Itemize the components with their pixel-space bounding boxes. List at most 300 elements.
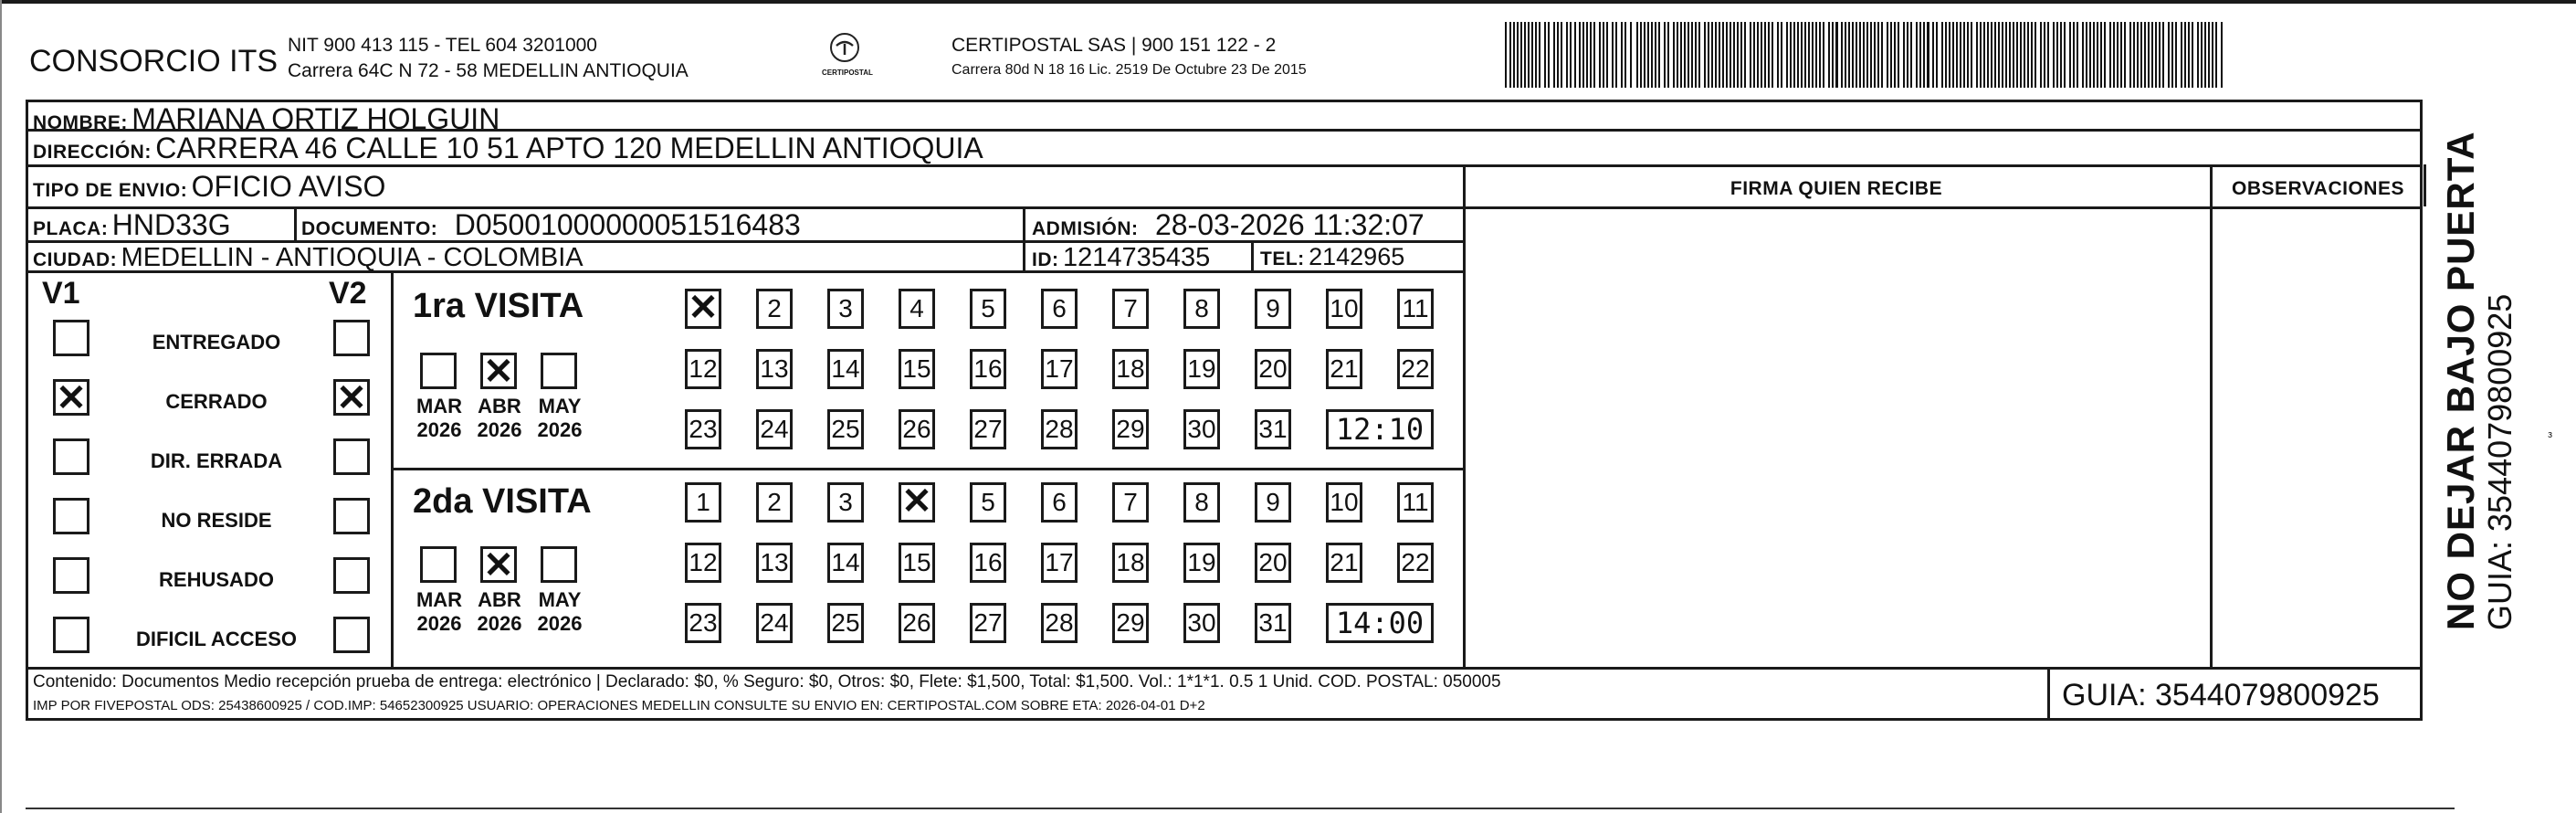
month-label xyxy=(473,395,526,442)
barcode-bar xyxy=(1704,22,1706,88)
barcode-bar xyxy=(2151,22,2153,88)
month-checkbox[interactable] xyxy=(480,546,517,583)
barcode-bar xyxy=(1528,22,1530,88)
id-row xyxy=(1032,243,1210,273)
barcode-bar xyxy=(2002,22,2003,88)
barcode-bar xyxy=(1680,22,1682,88)
barcode-bar xyxy=(2133,22,2135,88)
barcode-bar xyxy=(2204,22,2206,88)
barcode-bar xyxy=(1708,22,1709,88)
barcode xyxy=(1505,22,2235,88)
day-box[interactable]: 14 xyxy=(827,543,864,583)
visit2-title: 2da VISITA xyxy=(413,482,592,521)
month-name: MAR xyxy=(415,395,463,417)
barcode-bar xyxy=(2005,22,2007,88)
barcode-bar xyxy=(2215,22,2217,88)
barcode-bar xyxy=(1960,22,1961,88)
barcode-bar xyxy=(2188,22,2190,88)
month-checkbox[interactable] xyxy=(480,353,517,389)
placa-label: PLACA: xyxy=(33,218,109,239)
status-v2-checkbox[interactable] xyxy=(333,617,370,653)
side-warning: NO DEJAR BAJO PUERTA xyxy=(2439,131,2482,630)
barcode-bar xyxy=(2082,22,2084,88)
barcode-bar xyxy=(1647,22,1649,88)
day-box[interactable]: 26 xyxy=(899,603,935,643)
barcode-bar xyxy=(1768,22,1770,88)
barcode-bar xyxy=(2109,22,2111,88)
day-box[interactable]: 12 xyxy=(685,349,721,389)
day-box[interactable]: 29 xyxy=(1112,603,1149,643)
day-box[interactable]: 28 xyxy=(1041,409,1078,449)
day-box[interactable]: 14 xyxy=(827,349,864,389)
barcode-bar xyxy=(1903,22,1905,88)
month-year: 2026 xyxy=(537,418,583,441)
barcode-bar xyxy=(2104,22,2106,88)
barcode-bar xyxy=(1804,22,1806,88)
day-box[interactable]: 31 xyxy=(1255,603,1291,643)
barcode-bar xyxy=(1691,22,1693,88)
month-label xyxy=(533,588,586,636)
status-v1-checkbox[interactable] xyxy=(53,438,89,475)
barcode-bar xyxy=(2020,22,2022,88)
day-box[interactable]: 17 xyxy=(1041,349,1078,389)
day-box[interactable]: 20 xyxy=(1255,349,1291,389)
month-year: 2026 xyxy=(416,418,462,441)
courier-logo-text: CERTIPOSTAL xyxy=(822,69,873,77)
barcode-bar xyxy=(1761,22,1762,88)
barcode-bar xyxy=(2086,22,2087,88)
barcode-bar xyxy=(1952,22,1954,88)
day-box[interactable]: 16 xyxy=(970,349,1006,389)
barcode-bar xyxy=(1819,22,1821,88)
side-vertical-block xyxy=(2440,119,2518,630)
barcode-bar xyxy=(1764,22,1766,88)
tel-row xyxy=(1260,243,1404,271)
barcode-bar xyxy=(1907,22,1908,88)
barcode-bar xyxy=(1910,22,1912,88)
tipo-row xyxy=(33,170,385,204)
day-box[interactable]: 5 xyxy=(970,289,1006,329)
barcode-bar xyxy=(1797,22,1799,88)
id-label: ID: xyxy=(1032,249,1059,270)
barcode-bar xyxy=(1801,22,1803,88)
barcode-bar xyxy=(2208,22,2210,88)
barcode-bar xyxy=(1590,22,1592,88)
barcode-bar xyxy=(1566,22,1568,88)
barcode-bar xyxy=(1673,22,1675,88)
day-box[interactable]: 18 xyxy=(1112,349,1149,389)
day-box[interactable]: 2 xyxy=(756,482,793,523)
barcode-bar xyxy=(1941,22,1943,88)
barcode-bar xyxy=(1956,22,1958,88)
day-box[interactable]: 11 xyxy=(1397,482,1434,523)
day-box[interactable]: 25 xyxy=(827,409,864,449)
day-box[interactable]: 9 xyxy=(1255,289,1291,329)
day-box[interactable]: 6 xyxy=(1041,289,1078,329)
day-box[interactable]: 4 xyxy=(899,289,935,329)
status-label: CERRADO xyxy=(165,390,268,413)
day-box[interactable]: 20 xyxy=(1255,543,1291,583)
day-box[interactable]: 5 xyxy=(970,482,1006,523)
visit-time-box[interactable]: 12:10 xyxy=(1326,409,1434,449)
barcode-bar xyxy=(2009,22,2011,88)
observaciones-header: OBSERVACIONES xyxy=(2232,178,2404,199)
barcode-bar xyxy=(2100,22,2102,88)
day-box[interactable]: 22 xyxy=(1397,543,1434,583)
day-box[interactable]: 31 xyxy=(1255,409,1291,449)
barcode-bar xyxy=(1927,22,1929,88)
barcode-bar xyxy=(1524,22,1526,88)
status-label: REHUSADO xyxy=(159,568,274,591)
barcode-bar xyxy=(1544,22,1546,88)
placa-row xyxy=(33,208,231,242)
direccion-row xyxy=(33,132,983,165)
col-line xyxy=(294,206,297,240)
barcode-bar xyxy=(1603,22,1604,88)
barcode-bar xyxy=(1658,22,1660,88)
barcode-bar xyxy=(2064,22,2066,88)
ciudad-label: CIUDAD: xyxy=(33,249,118,270)
barcode-bar xyxy=(1570,22,1572,88)
barcode-bar xyxy=(2117,22,2119,88)
barcode-bar xyxy=(2069,22,2071,88)
day-box[interactable]: 6 xyxy=(1041,482,1078,523)
day-box[interactable]: 25 xyxy=(827,603,864,643)
tipo-label: TIPO DE ENVIO: xyxy=(33,180,188,201)
barcode-bar xyxy=(1688,22,1689,88)
barcode-bar xyxy=(1667,22,1669,88)
v1-label: V1 xyxy=(42,276,80,311)
side-guia: GUIA: 3544079800925 xyxy=(2481,293,2518,630)
barcode-bar xyxy=(1612,22,1614,88)
courier-license: Carrera 80d N 18 16 Lic. 2519 De Octubre 23 De 2015 xyxy=(952,62,1307,78)
barcode-bar xyxy=(1987,22,1989,88)
month-name: ABR xyxy=(478,588,521,611)
barcode-bar xyxy=(2212,22,2213,88)
tel-label: TEL: xyxy=(1260,248,1305,269)
day-box[interactable]: 10 xyxy=(1326,482,1362,523)
barcode-bar xyxy=(1845,22,1846,88)
firma-header: FIRMA QUIEN RECIBE xyxy=(1730,178,1943,199)
barcode-bar xyxy=(2175,22,2177,88)
status-v1-checkbox[interactable] xyxy=(53,498,89,534)
col-line xyxy=(2210,164,2213,669)
day-box[interactable]: 19 xyxy=(1183,349,1220,389)
nombre-value: MARIANA ORTIZ HOLGUIN xyxy=(131,102,500,135)
day-box[interactable]: 21 xyxy=(1326,349,1362,389)
ciudad-row xyxy=(33,243,584,273)
left-edge-line xyxy=(0,0,2,813)
barcode-bar xyxy=(2181,22,2182,88)
status-v2-checkbox[interactable] xyxy=(333,379,370,416)
barcode-bar xyxy=(1557,22,1559,88)
barcode-bar xyxy=(1923,22,1925,88)
barcode-bar xyxy=(1881,22,1883,88)
barcode-bar xyxy=(1936,22,1938,88)
barcode-bar xyxy=(2024,22,2025,88)
barcode-bar xyxy=(1823,22,1824,88)
barcode-bar xyxy=(1593,22,1595,88)
barcode-bar xyxy=(1606,22,1608,88)
barcode-bar xyxy=(1711,22,1713,88)
day-box[interactable]: 8 xyxy=(1183,482,1220,523)
courier-logo-icon xyxy=(828,31,861,64)
barcode-bar xyxy=(1695,22,1697,88)
barcode-bar xyxy=(1753,22,1755,88)
barcode-bar xyxy=(1553,22,1555,88)
month-name: MAR xyxy=(415,588,463,611)
barcode-bar xyxy=(1980,22,1982,88)
col-line xyxy=(1251,240,1254,270)
barcode-bar xyxy=(1757,22,1759,88)
day-box[interactable]: 3 xyxy=(827,482,864,523)
month-label xyxy=(413,395,466,442)
status-v1-checkbox[interactable] xyxy=(53,617,89,653)
month-label xyxy=(533,395,586,442)
barcode-bar xyxy=(1698,22,1700,88)
barcode-bar xyxy=(2171,22,2173,88)
day-box[interactable]: 26 xyxy=(899,409,935,449)
barcode-bar xyxy=(1976,22,1978,88)
barcode-bar xyxy=(1967,22,1969,88)
courier-logo xyxy=(822,31,873,77)
barcode-bar xyxy=(2053,22,2055,88)
barcode-bar xyxy=(1949,22,1950,88)
barcode-bar xyxy=(1790,22,1792,88)
day-box[interactable]: 13 xyxy=(756,543,793,583)
barcode-bar xyxy=(1786,22,1788,88)
barcode-bar xyxy=(1874,22,1876,88)
v2-label: V2 xyxy=(329,276,367,311)
month-year: 2026 xyxy=(537,612,583,635)
barcode-bar xyxy=(1644,22,1645,88)
day-box[interactable]: 23 xyxy=(685,409,721,449)
col-line xyxy=(391,270,394,667)
barcode-bar xyxy=(1835,22,1838,88)
barcode-bar xyxy=(2073,22,2075,88)
month-name: ABR xyxy=(478,395,521,417)
col-line xyxy=(2424,164,2426,206)
barcode-bar xyxy=(1719,22,1720,88)
barcode-bar xyxy=(2040,22,2042,88)
barcode-bar xyxy=(2168,22,2170,88)
barcode-bar xyxy=(2137,22,2139,88)
barcode-bar xyxy=(2144,22,2146,88)
barcode-bar xyxy=(2140,22,2142,88)
status-v2-checkbox[interactable] xyxy=(333,557,370,594)
courier-name: CERTIPOSTAL SAS | 900 151 122 - 2 xyxy=(952,35,1277,56)
day-box[interactable]: 16 xyxy=(970,543,1006,583)
barcode-bar xyxy=(1599,22,1601,88)
day-box[interactable]: 28 xyxy=(1041,603,1078,643)
status-label: DIR. ERRADA xyxy=(150,449,283,472)
col-line xyxy=(1463,164,1466,669)
barcode-bar xyxy=(1624,22,1626,88)
day-box[interactable]: 13 xyxy=(756,349,793,389)
barcode-bar xyxy=(1898,22,1899,88)
visit1-title: 1ra VISITA xyxy=(413,287,584,325)
month-checkbox[interactable] xyxy=(420,546,457,583)
barcode-bar xyxy=(1856,22,1857,88)
row-line xyxy=(26,667,2423,670)
day-box[interactable]: 29 xyxy=(1112,409,1149,449)
barcode-bar xyxy=(1744,22,1746,88)
barcode-bar xyxy=(2201,22,2203,88)
barcode-bar xyxy=(1531,22,1533,88)
barcode-bar xyxy=(1582,22,1584,88)
day-box[interactable]: 1 xyxy=(685,482,721,523)
tel-value: 2142965 xyxy=(1309,243,1405,270)
barcode-bar xyxy=(2027,22,2029,88)
barcode-bar xyxy=(1852,22,1854,88)
day-box[interactable]: 21 xyxy=(1326,543,1362,583)
month-year: 2026 xyxy=(477,612,522,635)
barcode-bar xyxy=(1621,22,1623,88)
barcode-bar xyxy=(1916,22,1918,88)
status-v2-checkbox[interactable] xyxy=(333,498,370,534)
day-box[interactable]: 15 xyxy=(899,349,935,389)
barcode-bar xyxy=(1586,22,1588,88)
day-box[interactable]: 9 xyxy=(1255,482,1291,523)
barcode-bar xyxy=(2077,22,2078,88)
footer-guia: GUIA: 3544079800925 xyxy=(2062,678,2380,713)
barcode-bar xyxy=(2197,22,2199,88)
barcode-bar xyxy=(1781,22,1782,88)
month-year: 2026 xyxy=(416,612,462,635)
direccion-label: DIRECCIÓN: xyxy=(33,142,152,163)
barcode-bar xyxy=(1579,22,1581,88)
barcode-bar xyxy=(1828,22,1830,88)
barcode-bar xyxy=(1793,22,1795,88)
status-v2-checkbox[interactable] xyxy=(333,438,370,475)
barcode-bar xyxy=(1998,22,2000,88)
day-box[interactable]: 27 xyxy=(970,603,1006,643)
day-box[interactable]: 12 xyxy=(685,543,721,583)
top-edge-line xyxy=(0,0,2576,4)
barcode-bar xyxy=(1655,22,1656,88)
barcode-bar xyxy=(1808,22,1810,88)
barcode-bar xyxy=(2035,22,2036,88)
sender-address: Carrera 64C N 72 - 58 MEDELLIN ANTIOQUIA xyxy=(288,60,689,81)
barcode-bar xyxy=(2056,22,2058,88)
admision-value: 28-03-2026 11:32:07 xyxy=(1154,208,1425,241)
day-box[interactable]: 23 xyxy=(685,603,721,643)
documento-row xyxy=(301,208,801,242)
sender-nit: NIT 900 413 115 - TEL 604 3201000 xyxy=(288,35,597,56)
sender-name: CONSORCIO ITS xyxy=(29,44,279,79)
day-box[interactable]: 10 xyxy=(1326,289,1362,329)
barcode-bar xyxy=(1539,22,1540,88)
month-checkbox[interactable] xyxy=(541,353,577,389)
barcode-bar xyxy=(1859,22,1861,88)
status-v1-checkbox[interactable] xyxy=(53,557,89,594)
barcode-bar xyxy=(2148,22,2150,88)
barcode-bar xyxy=(1651,22,1653,88)
barcode-bar xyxy=(1615,22,1617,88)
barcode-bar xyxy=(1832,22,1834,88)
status-v2-checkbox[interactable] xyxy=(333,320,370,356)
day-box[interactable]: 22 xyxy=(1397,349,1434,389)
barcode-bar xyxy=(2016,22,2018,88)
edge-mark: ᵌ xyxy=(2548,429,2553,445)
barcode-bar xyxy=(1740,22,1742,88)
barcode-bar xyxy=(1722,22,1724,88)
barcode-bar xyxy=(2031,22,2033,88)
barcode-bar xyxy=(1971,22,1972,88)
status-label: ENTREGADO xyxy=(152,331,281,354)
documento-value: D05001000000051516483 xyxy=(454,208,801,241)
barcode-bar xyxy=(1866,22,1868,88)
barcode-bar xyxy=(1863,22,1865,88)
month-checkbox[interactable] xyxy=(420,353,457,389)
barcode-bar xyxy=(1509,22,1511,88)
documento-label: DOCUMENTO: xyxy=(301,218,438,239)
status-label: DIFICIL ACCESO xyxy=(135,628,297,650)
barcode-bar xyxy=(1684,22,1686,88)
day-box[interactable]: 24 xyxy=(756,603,793,643)
day-box[interactable]: 18 xyxy=(1112,543,1149,583)
visit-time-box[interactable]: 14:00 xyxy=(1326,603,1434,643)
day-box[interactable]: 3 xyxy=(827,289,864,329)
barcode-bar xyxy=(1574,22,1576,88)
barcode-bar xyxy=(2113,22,2115,88)
barcode-bar xyxy=(2221,22,2223,88)
nombre-label: NOMBRE: xyxy=(33,112,128,133)
day-box[interactable]: 27 xyxy=(970,409,1006,449)
barcode-bar xyxy=(1640,22,1642,88)
barcode-bar xyxy=(1887,22,1888,88)
month-checkbox[interactable] xyxy=(541,546,577,583)
barcode-bar xyxy=(1991,22,1992,88)
day-box[interactable]: 24 xyxy=(756,409,793,449)
barcode-bar xyxy=(1815,22,1817,88)
month-name: MAY xyxy=(538,395,582,417)
day-box[interactable]: 7 xyxy=(1112,289,1149,329)
day-box[interactable]: 7 xyxy=(1112,482,1149,523)
barcode-bar xyxy=(1963,22,1965,88)
month-label xyxy=(413,588,466,636)
barcode-bar xyxy=(1505,22,1507,88)
month-label xyxy=(473,588,526,636)
status-v1-checkbox[interactable] xyxy=(53,320,89,356)
admision-label: ADMISIÓN: xyxy=(1032,218,1139,239)
day-box[interactable]: 2 xyxy=(756,289,793,329)
day-box[interactable]: 30 xyxy=(1183,409,1220,449)
day-box[interactable] xyxy=(899,482,935,523)
barcode-bar xyxy=(2089,22,2091,88)
barcode-bar xyxy=(1730,22,1731,88)
barcode-bar xyxy=(1636,22,1638,88)
barcode-bar xyxy=(1983,22,1985,88)
barcode-bar xyxy=(2013,22,2014,88)
barcode-bar xyxy=(1561,22,1562,88)
barcode-bar xyxy=(1535,22,1537,88)
col-line xyxy=(2047,667,2050,721)
barcode-bar xyxy=(1726,22,1728,88)
barcode-bar xyxy=(2129,22,2131,88)
day-box[interactable]: 19 xyxy=(1183,543,1220,583)
day-box[interactable]: 17 xyxy=(1041,543,1078,583)
day-box[interactable]: 8 xyxy=(1183,289,1220,329)
barcode-bar xyxy=(1890,22,1892,88)
day-box[interactable] xyxy=(685,289,721,329)
day-box[interactable]: 15 xyxy=(899,543,935,583)
barcode-bar xyxy=(2192,22,2193,88)
day-box[interactable]: 11 xyxy=(1397,289,1434,329)
placa-value: HND33G xyxy=(111,208,231,241)
day-box[interactable]: 30 xyxy=(1183,603,1220,643)
status-v1-checkbox[interactable] xyxy=(53,379,89,416)
